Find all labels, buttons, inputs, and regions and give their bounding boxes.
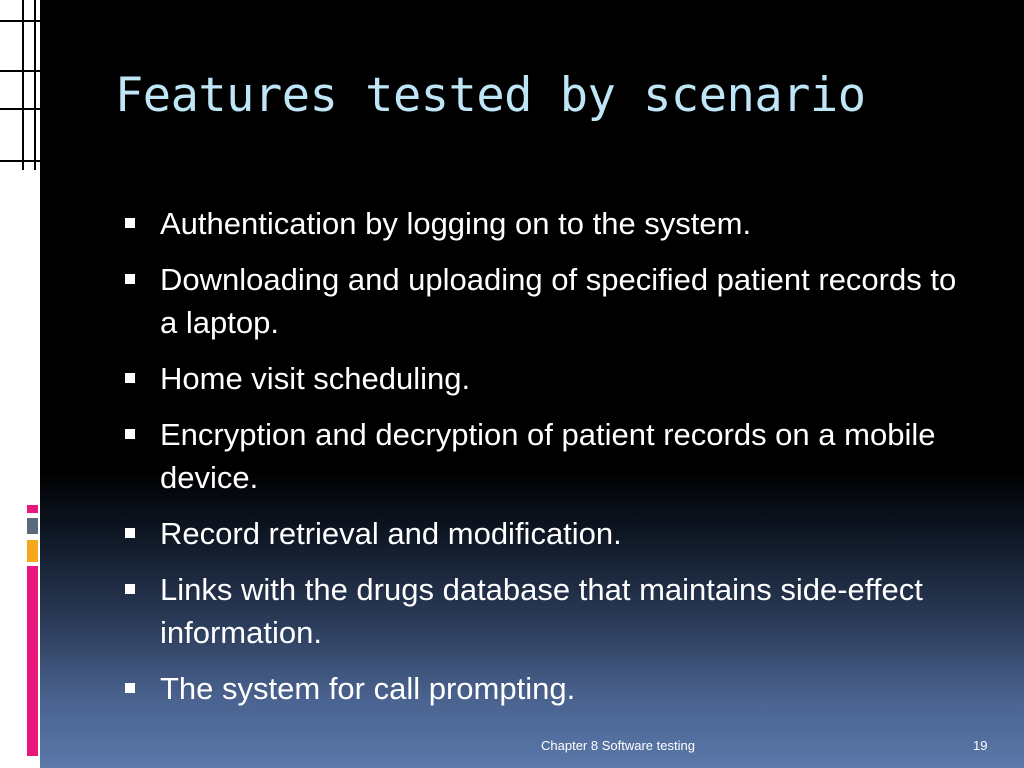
accent-pink-bar — [27, 566, 38, 756]
bullet-item — [120, 357, 980, 400]
square-bullet-icon — [125, 218, 135, 228]
square-bullet-icon — [125, 528, 135, 538]
square-bullet-icon — [125, 373, 135, 383]
bullet-text: Downloading and uploading of specified patient records to a laptop. — [160, 262, 957, 340]
square-bullet-icon — [125, 429, 135, 439]
bullet-item — [120, 258, 980, 344]
bullet-text: Encryption and decryption of patient records on a mobile device. — [160, 417, 936, 495]
bullet-item — [120, 202, 980, 245]
strip-vbar — [22, 0, 24, 170]
bullet-item — [120, 413, 980, 499]
accent-pink-small — [27, 505, 38, 513]
bullet-text: Links with the drugs database that maintains side-effect information. — [160, 572, 923, 650]
accent-orange — [27, 540, 38, 562]
bullet-item — [120, 667, 980, 710]
slide-title: Features tested by scenario — [115, 68, 866, 123]
bullet-text: Authentication by logging on to the system. — [160, 206, 752, 241]
slide-number: 19 — [973, 738, 988, 753]
square-bullet-icon — [125, 584, 135, 594]
footer-chapter-label: Chapter 8 Software testing — [541, 738, 695, 753]
square-bullet-icon — [125, 683, 135, 693]
strip-vbar — [34, 0, 36, 170]
bullet-list — [120, 202, 980, 723]
accent-gray — [27, 518, 38, 534]
bullet-text: Record retrieval and modification. — [160, 516, 622, 551]
square-bullet-icon — [125, 274, 135, 284]
bullet-text: The system for call prompting. — [160, 671, 576, 706]
bullet-text: Home visit scheduling. — [160, 361, 471, 396]
bullet-item — [120, 512, 980, 555]
left-decorative-strip — [0, 0, 40, 768]
bullet-item — [120, 568, 980, 654]
